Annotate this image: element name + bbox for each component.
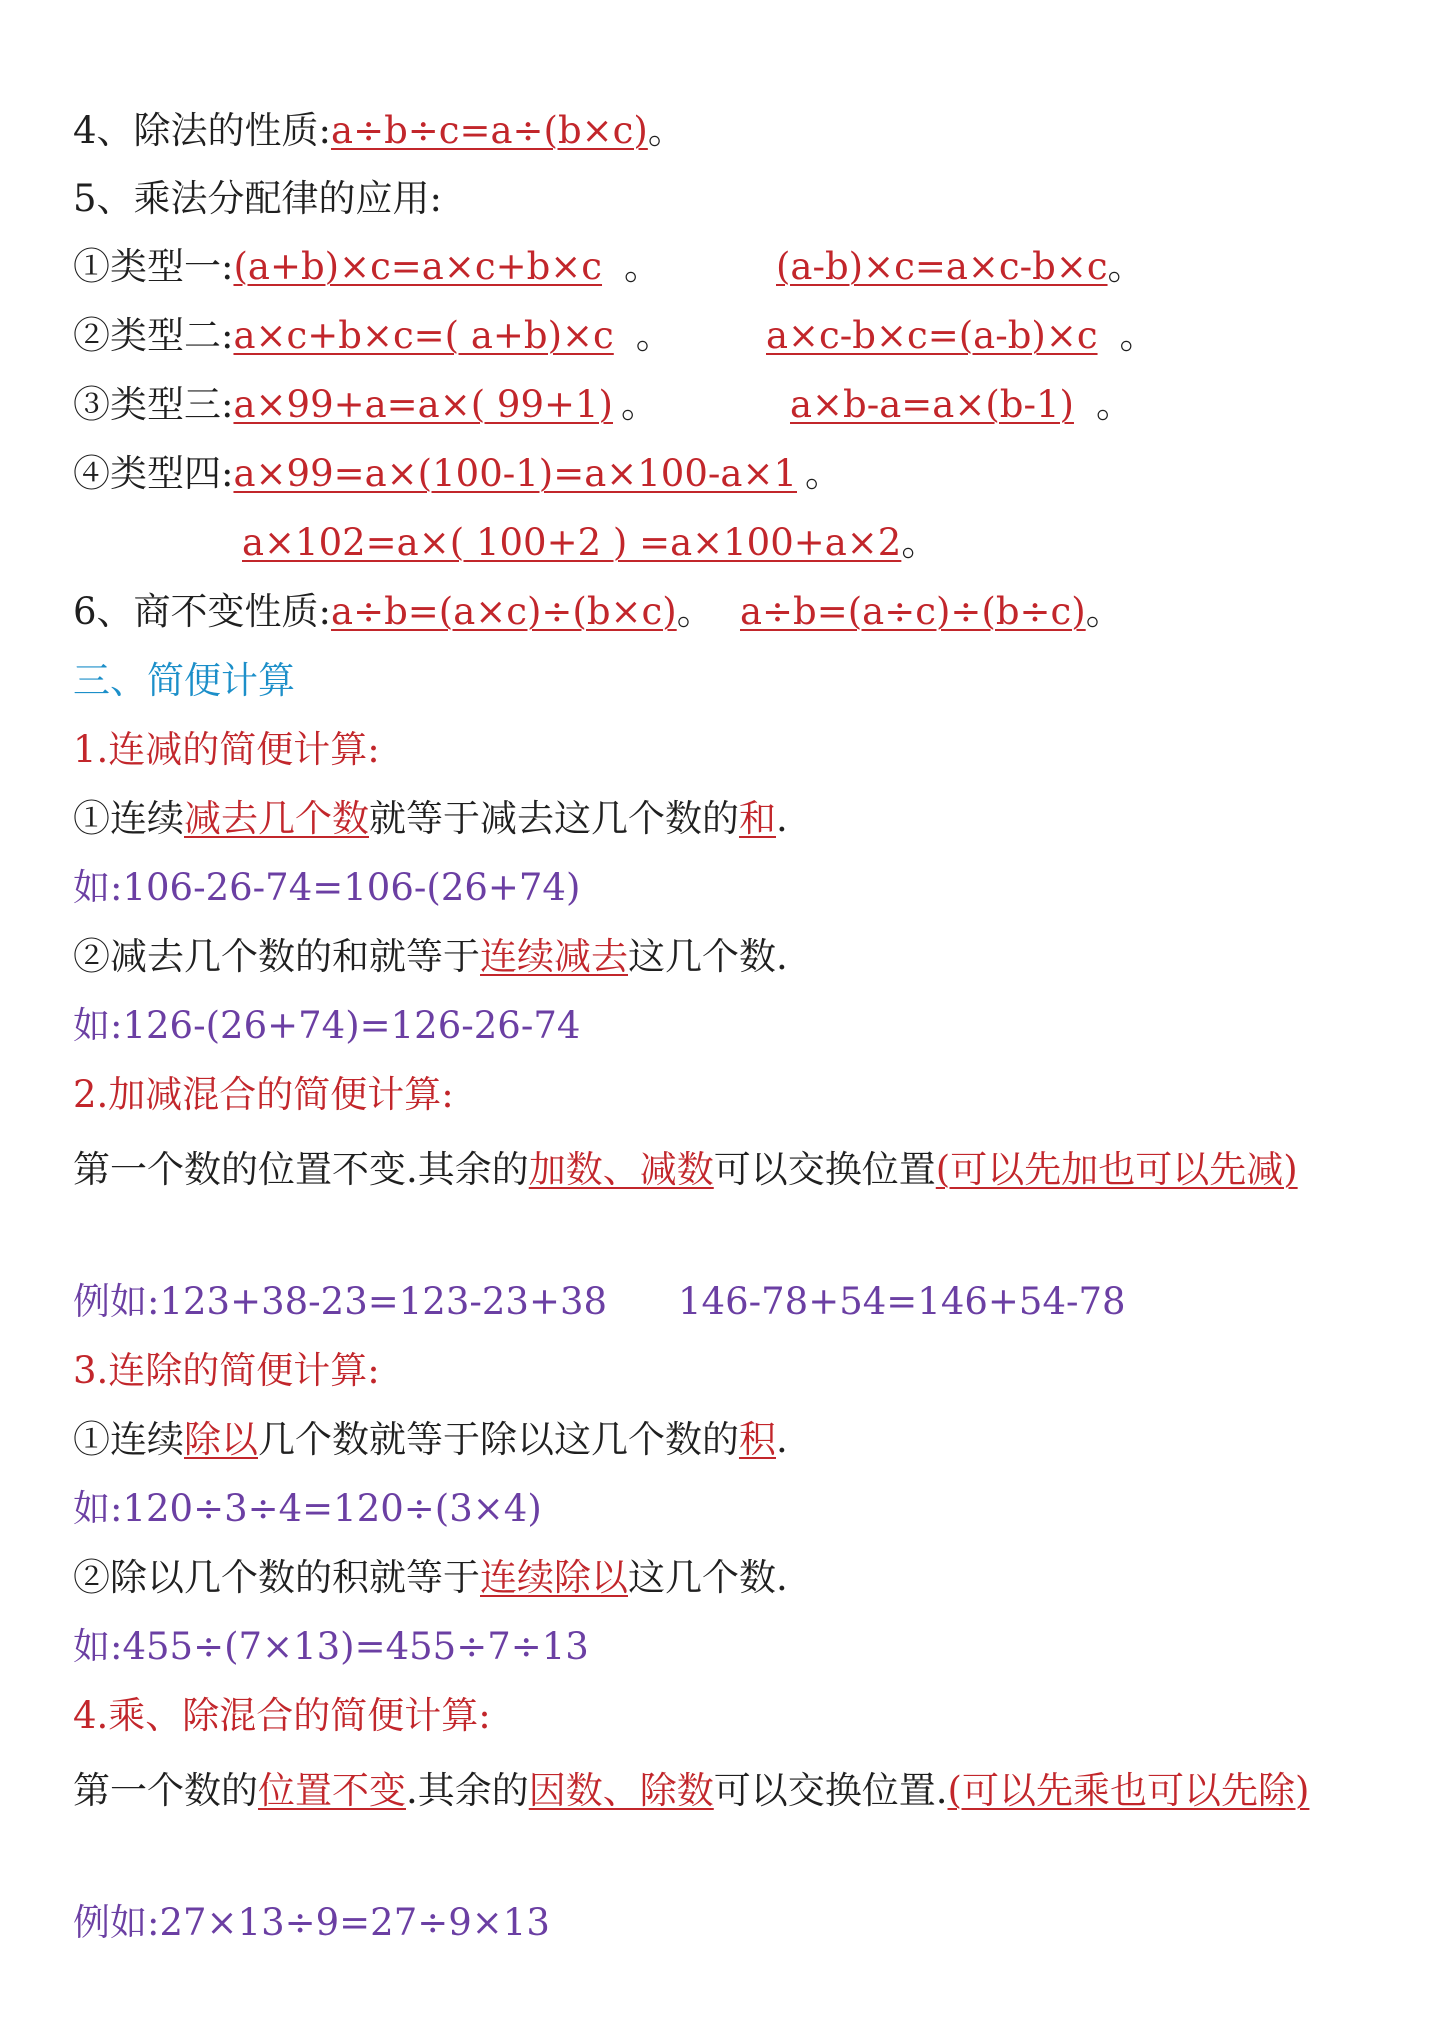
quotient-invariance-line — [73, 589, 714, 635]
formula: a÷b÷c=a÷(b×c) — [331, 109, 648, 152]
formula-2: a×b-a=a×(b-1) — [790, 383, 1074, 426]
highlight: 连续减去 — [480, 935, 628, 978]
highlight: 加数、减数 — [528, 1148, 714, 1191]
type-one-line — [73, 244, 661, 290]
formula-1: a×99=a×(100-1)=a×100-a×1 — [233, 452, 797, 495]
rule-2 — [73, 1135, 1373, 1205]
subsection-heading-4: 4.乘、除混合的简便计算: — [73, 1694, 491, 1737]
line-label: 4、除法的性质: — [73, 109, 332, 152]
subsection-heading-1: 1.连减的简便计算: — [73, 728, 380, 771]
rule-text: 可以交换位置 — [713, 1148, 936, 1191]
period: 。 — [624, 245, 662, 288]
line-label: 6、商不变性质: — [73, 590, 332, 633]
type-four-formula-2 — [242, 520, 938, 566]
highlight: 积 — [739, 1418, 776, 1461]
subsection-heading-2: 2.加减混合的简便计算: — [73, 1073, 454, 1116]
rule-text: ②除以几个数的积就等于 — [73, 1556, 480, 1599]
rule-1-1 — [73, 796, 788, 842]
division-property-line — [73, 108, 685, 154]
period: 。 — [1107, 245, 1145, 288]
subsection-heading-3: 3.连除的简便计算: — [73, 1349, 380, 1392]
period: 。 — [635, 314, 673, 357]
distributive-law-heading — [73, 176, 442, 222]
rule-text: .其余的 — [406, 1769, 529, 1812]
formula-1: (a+b)×c=a×c+b×c — [233, 245, 603, 288]
period: 。 — [901, 521, 939, 564]
example-1-2: 如:126-(26+74)=126-26-74 — [73, 1004, 581, 1047]
formula-2: a÷b=(a÷c)÷(b÷c) — [740, 590, 1086, 633]
rule-3-2 — [73, 1555, 788, 1601]
example-2b: 146-78+54=146+54-78 — [678, 1280, 1126, 1323]
formula-1: a×c+b×c=( a+b)×c — [233, 314, 614, 357]
line-label: ③类型三: — [73, 383, 234, 426]
quotient-invariance-formula-2 — [740, 589, 1123, 635]
line-label: 5、乘法分配律的应用: — [73, 177, 443, 220]
rule-text: 第一个数的位置不变.其余的 — [73, 1148, 529, 1191]
rule-1-2 — [73, 934, 788, 980]
formula-1: a÷b=(a×c)÷(b×c) — [331, 590, 677, 633]
rule-text: 这几个数. — [628, 1556, 788, 1599]
rule-text: ①连续 — [73, 1418, 184, 1461]
rule-3-1 — [73, 1417, 788, 1463]
example-1-1: 如:106-26-74=106-(26+74) — [73, 866, 581, 909]
rule-4 — [73, 1756, 1373, 1826]
formula-2: (a-b)×c=a×c-b×c — [776, 245, 1108, 288]
rule-text: 可以交换位置. — [713, 1769, 948, 1812]
rule-text: 就等于减去这几个数的 — [369, 797, 739, 840]
line-label: ④类型四: — [73, 452, 234, 495]
highlight: (可以先乘也可以先除) — [947, 1769, 1310, 1812]
period: 。 — [647, 109, 685, 152]
rule-text: ①连续 — [73, 797, 184, 840]
period: 。 — [676, 590, 714, 633]
period: 。 — [1095, 383, 1133, 426]
formula-2: a×c-b×c=(a-b)×c — [766, 314, 1098, 357]
highlight: 位置不变 — [258, 1769, 406, 1812]
example-4: 例如:27×13÷9=27÷9×13 — [73, 1901, 550, 1944]
line-label: ②类型二: — [73, 314, 234, 357]
rule-text: . — [776, 797, 788, 840]
period: 。 — [805, 452, 842, 495]
type-three-formula-2 — [790, 382, 1133, 428]
highlight: 减去几个数 — [184, 797, 369, 840]
highlight: 连续除以 — [480, 1556, 628, 1599]
example-2a: 例如:123+38-23=123-23+38 — [73, 1280, 608, 1323]
period: 。 — [1085, 590, 1123, 633]
highlight: (可以先加也可以先减) — [935, 1148, 1298, 1191]
type-three-line — [73, 382, 658, 428]
period: 。 — [1119, 314, 1157, 357]
formula-2: a×102=a×( 100+2 ) =a×100+a×2 — [242, 521, 902, 564]
line-label: ①类型一: — [73, 245, 234, 288]
example-3-2: 如:455÷(7×13)=455÷7÷13 — [73, 1625, 589, 1668]
type-one-formula-2 — [776, 244, 1145, 290]
type-four-line — [73, 451, 842, 497]
rule-text: ②减去几个数的和就等于 — [73, 935, 480, 978]
section-title: 三、简便计算 — [73, 659, 295, 702]
highlight: 除以 — [184, 1418, 258, 1461]
rule-text: 这几个数. — [628, 935, 788, 978]
period: 。 — [621, 383, 658, 426]
example-3-1: 如:120÷3÷4=120÷(3×4) — [73, 1487, 542, 1530]
rule-text: 几个数就等于除以这几个数的 — [258, 1418, 739, 1461]
rule-text: . — [776, 1418, 788, 1461]
highlight: 和 — [739, 797, 776, 840]
highlight: 因数、除数 — [528, 1769, 714, 1812]
formula-1: a×99+a=a×( 99+1) — [233, 383, 613, 426]
rule-text: 第一个数的 — [73, 1769, 258, 1812]
type-two-line — [73, 313, 673, 359]
type-two-formula-2 — [766, 313, 1157, 359]
